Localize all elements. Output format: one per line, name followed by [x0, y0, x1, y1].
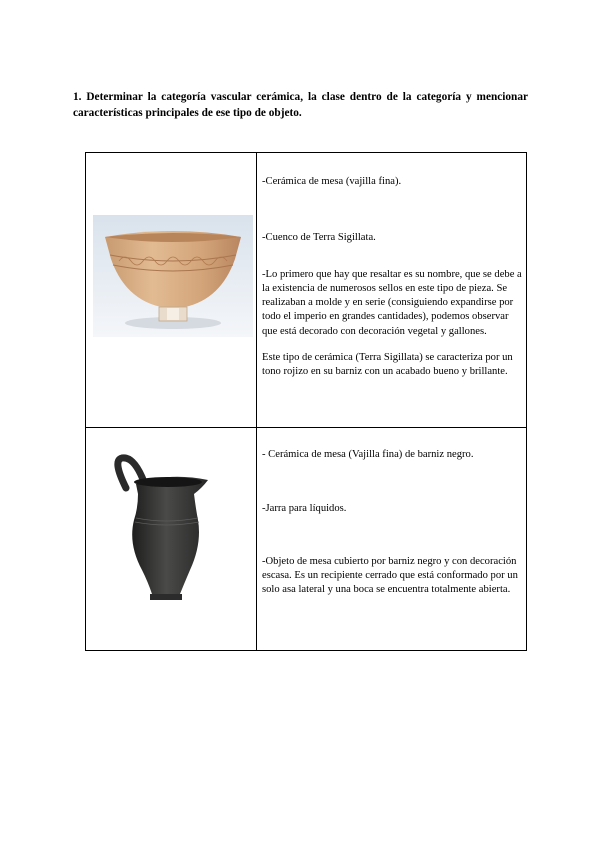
class-text: -Jarra para líquidos. — [262, 503, 347, 515]
category-text: - Cerámica de mesa (Vajilla fina) de barniz negro. — [262, 449, 474, 460]
class-text: -Cuenco de Terra Sigillata. — [262, 232, 376, 244]
description-text: -Objeto de mesa cubierto por barniz negro y con decoración escasa. Es un recipiente cerrado que está conformado por un solo asa lateral y una boca se encuentra totalmente abierta. — [262, 555, 518, 596]
pottery-table — [85, 152, 527, 651]
category-text: -Cerámica de mesa (vajilla fina). — [262, 176, 402, 187]
question-heading: 1. Determinar la categoría vascular cerámica, la clase dentro de la categoría y mencionar características principales de ese tipo de objeto. — [73, 91, 528, 119]
description-text: -Lo primero que hay que resaltar es su nombre, que se debe a la existencia de numerosos sellos en este tipo de pieza. Se realizaban a molde y en serie (consiguiendo expandirse por todo el imperio en grandes cantidades), podemos observar que está decorado con decoración vegetal y gallones. — [262, 268, 522, 337]
image-cell — [86, 428, 257, 651]
description-cell — [257, 428, 527, 651]
description-cell — [257, 153, 527, 428]
description-text-2: Este tipo de cerámica (Terra Sigillata) se caracteriza por un tono rojizo en su barniz con un acabado bueno y brillante. — [262, 352, 513, 378]
image-cell — [86, 153, 257, 428]
terra-sigillata-bowl-image — [93, 215, 253, 337]
black-glaze-jug-image — [108, 454, 218, 604]
table-row — [86, 153, 527, 428]
table-row — [86, 428, 527, 651]
